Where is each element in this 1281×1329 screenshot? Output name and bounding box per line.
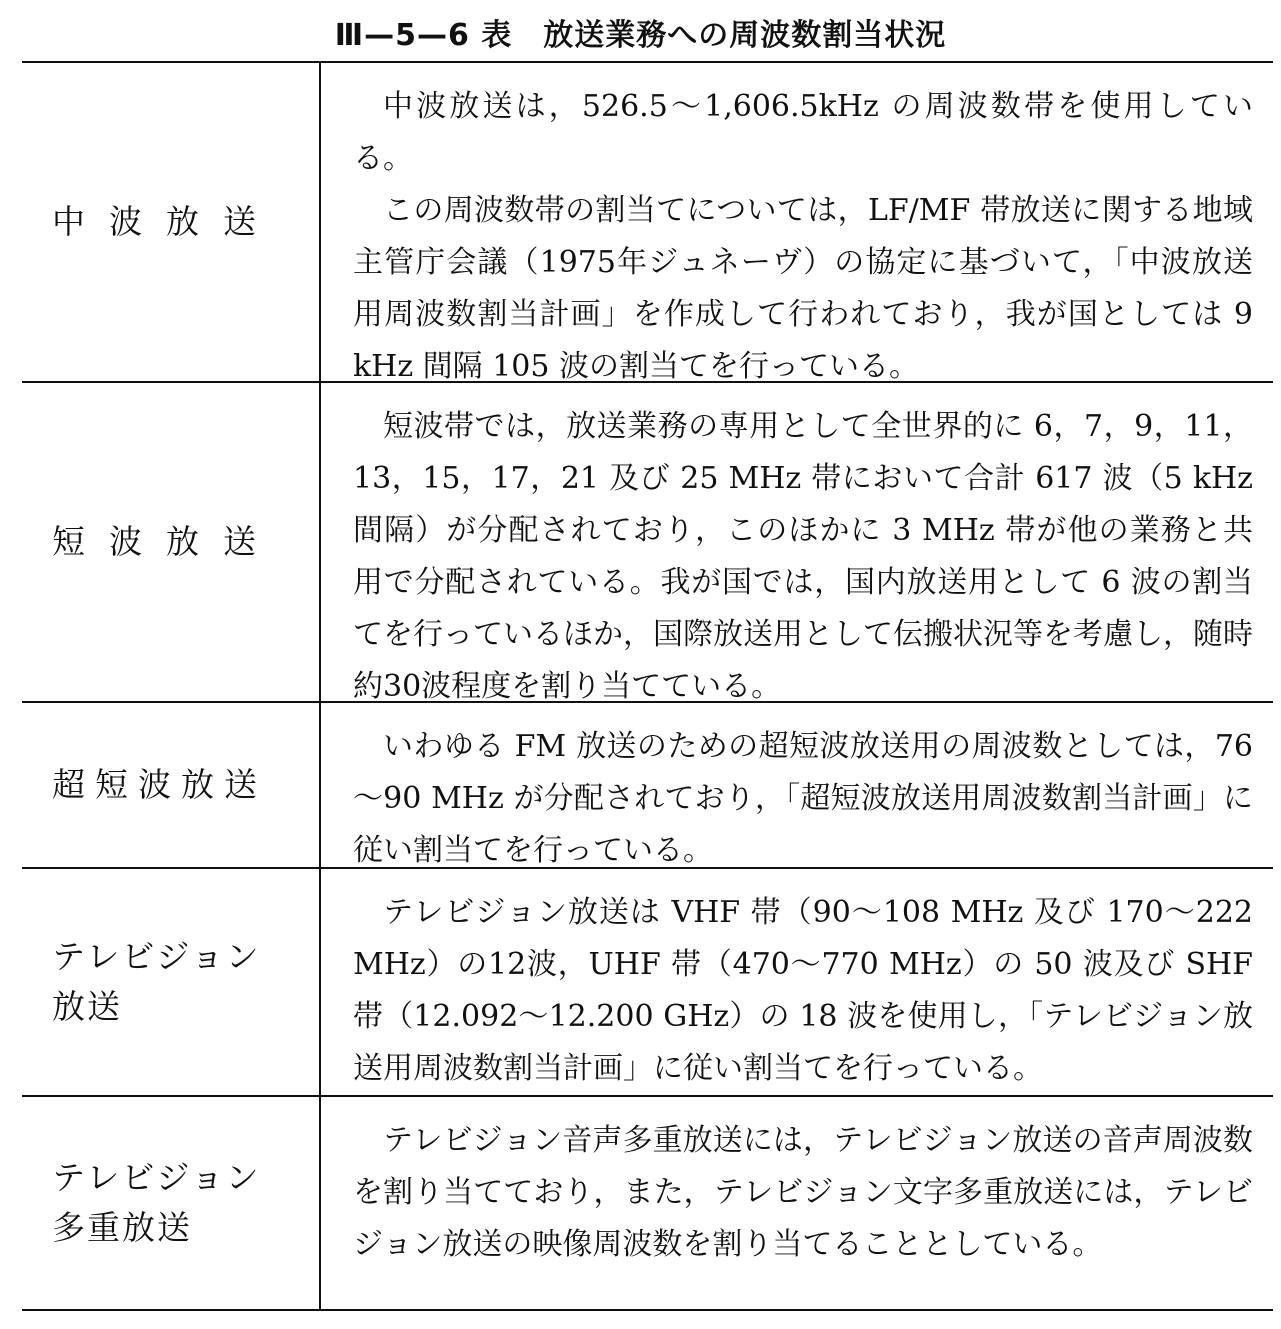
row-label-cell (22, 63, 321, 381)
table-row-mw (22, 63, 1273, 383)
allocation-table (22, 61, 1273, 1311)
description-paragraph: テレビジョン音声多重放送には，テレビジョン放送の音声周波数を割り当てており，また，テレビジョン文字多重放送には，テレビジョン放送の映像周波数を割り当てることとしている。 (353, 1123, 1253, 1262)
table-row-tv-multiplex (22, 1097, 1273, 1309)
row-label: テレビジョン多重放送 (52, 1158, 261, 1247)
row-label: テレビジョン放送 (52, 937, 261, 1026)
row-description (321, 869, 1273, 1095)
description-paragraph: 短波帯では，放送業務の専用として全世界的に 6，7，9，11，13，15，17，21 及び 25 MHz 帯において合計 617 波（5 kHz 間隔）が分配されており，このほかに 3 MHz 帯が他の業務と共用で分配されている。我が国では，国内放送用として 6 波の割当てを行っているほか，国際放送用として伝搬状況等を考慮し，随時約30波程度を割り当てている。 (353, 409, 1253, 704)
description-paragraph: 中波放送は，526.5～1,606.5kHz の周波数帯を使用している。 (353, 89, 1253, 176)
row-label-cell (22, 703, 321, 867)
description-paragraph: テレビジョン放送は VHF 帯（90～108 MHz 及び 170～222 MHz）の12波，UHF 帯（470～770 MHz）の 50 波及び SHF 帯（12.092～12.200 GHz）の 18 波を使用し，「テレビジョン放送用周波数割当計画」に従い割当てを行っている。 (353, 895, 1253, 1086)
description-paragraph: いわゆる FM 放送のための超短波放送用の周波数としては，76～90 MHz が分配されており，「超短波放送用周波数割当計画」に従い割当てを行っている。 (353, 729, 1253, 868)
page-title: Ⅲ—5—6 表 放送業務への周波数割当状況 (334, 18, 947, 53)
row-label: 超短波放送 (52, 765, 267, 804)
row-label-cell (22, 383, 321, 701)
table-row-sw (22, 383, 1273, 703)
row-label-cell (22, 869, 321, 1095)
description-paragraph: この周波数帯の割当てについては，LF/MF 帯放送に関する地域主管庁会議（1975年ジュネーヴ）の協定に基づいて，「中波放送用周波数割当計画」を作成して行われており，我が国としては 9 kHz 間隔 105 波の割当てを行っている。 (353, 193, 1253, 384)
row-description (321, 1097, 1273, 1309)
table-row-fm (22, 703, 1273, 869)
row-label-cell (22, 1097, 321, 1309)
row-description (321, 63, 1273, 384)
row-label: 中波放送 (52, 202, 280, 241)
table-row-tv (22, 869, 1273, 1097)
row-label: 短波放送 (52, 522, 280, 561)
row-description (321, 703, 1273, 867)
row-description (321, 383, 1273, 704)
